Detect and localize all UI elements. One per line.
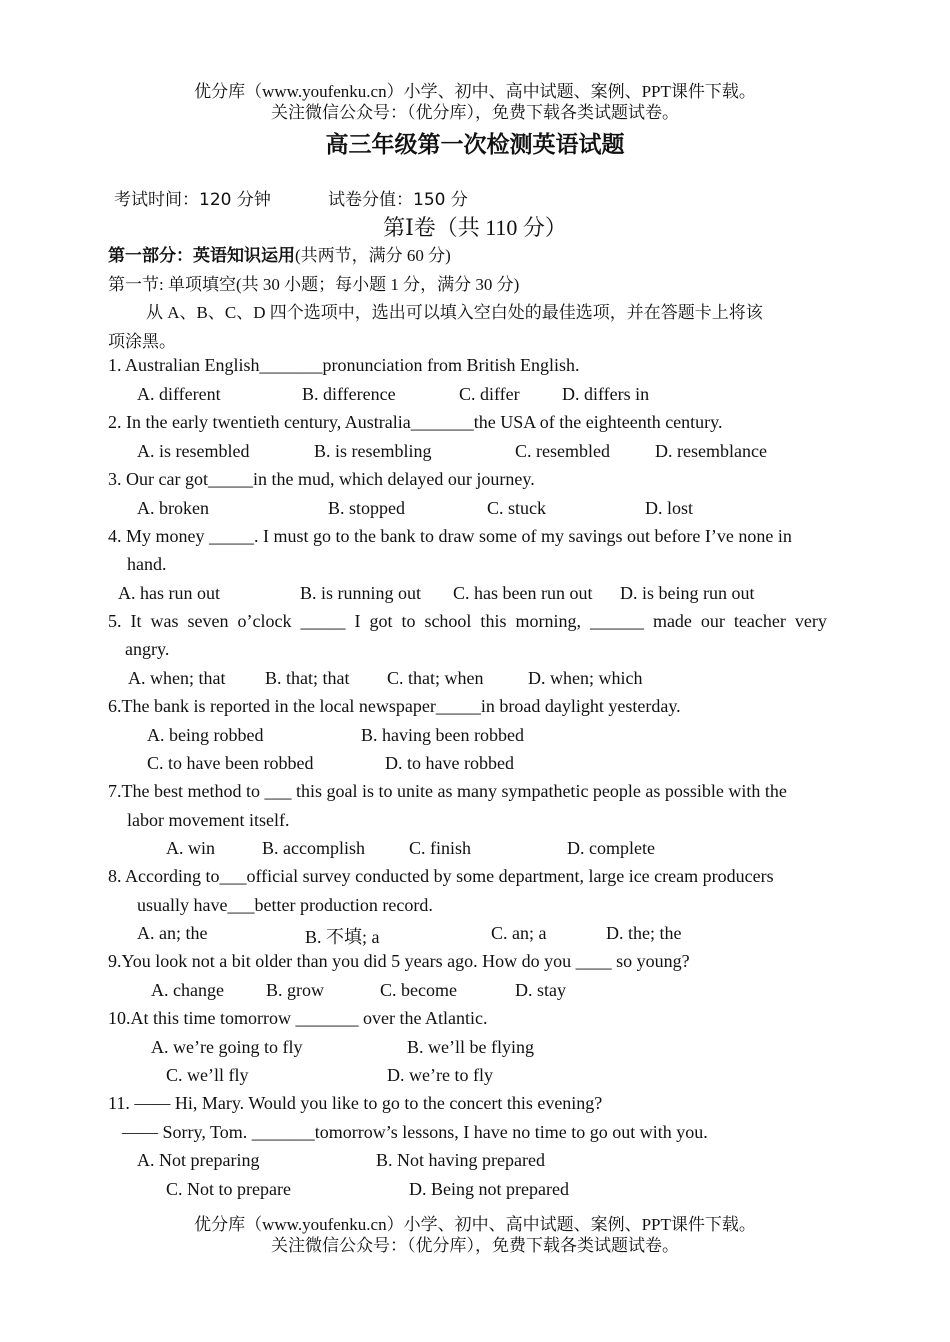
q2-option-b: B. is resembling xyxy=(314,441,432,461)
q11-option-d: D. Being not prepared xyxy=(409,1179,569,1199)
q11-option-a: A. Not preparing xyxy=(137,1150,260,1170)
section1-heading: 第一节: 单项填空(共 30 小题；每小题 1 分，满分 30 分) xyxy=(108,275,520,294)
q1-option-d: D. differs in xyxy=(562,384,650,404)
question-9-stem: 9.You look not a bit older than you did 5 years ago. How do you ____ so young? xyxy=(108,951,690,971)
part1-suffix: (共两节，满分 60 分) xyxy=(295,246,451,265)
q5-option-d: D. when; which xyxy=(528,668,643,688)
q7-option-a: A. win xyxy=(166,838,215,858)
volume-title: 第Ⅰ卷（共 110 分） xyxy=(383,215,567,240)
header-line-1: 优分库（www.youfenku.cn）小学、初中、高中试题、案例、PPT课件下载。 xyxy=(194,82,756,101)
part1-heading xyxy=(108,241,451,266)
q6-option-b: B. having been robbed xyxy=(361,725,524,745)
q1-option-c: C. differ xyxy=(459,384,520,404)
instruction-line-2: 项涂黑。 xyxy=(108,332,176,351)
q7-option-d: D. complete xyxy=(567,838,655,858)
q4-option-c: C. has been run out xyxy=(453,583,593,603)
q3-option-b: B. stopped xyxy=(328,498,406,518)
question-4-stem-cont: hand. xyxy=(127,554,167,574)
q8-option-d: D. the; the xyxy=(606,923,682,943)
question-3-stem: 3. Our car got_____in the mud, which delayed our journey. xyxy=(108,469,535,489)
question-11-stem: 11. —— Hi, Mary. Would you like to go to the concert this evening? xyxy=(108,1093,603,1113)
q6-option-c: C. to have been robbed xyxy=(147,753,314,773)
q8-option-b: B. 不填; a xyxy=(305,927,380,947)
q5-option-b: B. that; that xyxy=(265,668,350,688)
footer-line-1: 优分库（www.youfenku.cn）小学、初中、高中试题、案例、PPT课件下载。 xyxy=(194,1215,756,1234)
q3-option-d: D. lost xyxy=(645,498,694,518)
q7-option-b: B. accomplish xyxy=(262,838,365,858)
question-5-stem: 5. It was seven o’clock _____ I got to school this morning, ______ made our teacher very xyxy=(108,611,827,631)
q6-option-d: D. to have robbed xyxy=(385,753,514,773)
q4-option-a: A. has run out xyxy=(118,583,220,603)
question-8-stem-cont: usually have___better production record. xyxy=(137,895,433,915)
q8-option-a: A. an; the xyxy=(137,923,208,943)
question-7-stem: 7.The best method to ___ this goal is to unite as many sympathetic people as possible with the xyxy=(108,781,787,801)
q2-option-a: A. is resembled xyxy=(137,441,250,461)
question-10-stem: 10.At this time tomorrow _______ over the Atlantic. xyxy=(108,1008,488,1028)
exam-time: 考试时间：120 分钟 xyxy=(114,190,271,210)
question-4-stem: 4. My money _____. I must go to the bank to draw some of my savings out before I’ve none in xyxy=(108,526,792,546)
q11-option-b: B. Not having prepared xyxy=(376,1150,545,1170)
exam-score: 试卷分值：150 分 xyxy=(328,190,468,210)
q10-option-c: C. we’ll fly xyxy=(166,1065,249,1085)
q1-option-b: B. difference xyxy=(302,384,396,404)
header-line-2: 关注微信公众号：（优分库），免费下载各类试题试卷。 xyxy=(271,103,679,122)
q10-option-d: D. we’re to fly xyxy=(387,1065,493,1085)
q3-option-c: C. stuck xyxy=(487,498,547,518)
q5-option-c: C. that; when xyxy=(387,668,484,688)
q6-option-a: A. being robbed xyxy=(147,725,264,745)
q10-option-a: A. we’re going to fly xyxy=(151,1037,303,1057)
q4-option-b: B. is running out xyxy=(300,583,422,603)
question-6-stem: 6.The bank is reported in the local newspaper_____in broad daylight yesterday. xyxy=(108,696,681,716)
page-title: 高三年级第一次检测英语试题 xyxy=(325,132,625,158)
q8-option-c: C. an; a xyxy=(491,923,547,943)
q9-option-d: D. stay xyxy=(515,980,566,1000)
q2-option-c: C. resembled xyxy=(515,441,610,461)
q2-option-d: D. resemblance xyxy=(655,441,767,461)
question-5-stem-cont: angry. xyxy=(125,639,170,659)
question-8-stem: 8. According to___official survey conducted by some department, large ice cream producers xyxy=(108,866,774,886)
question-7-stem-cont: labor movement itself. xyxy=(127,810,290,830)
q9-option-c: C. become xyxy=(380,980,457,1000)
q11-option-c: C. Not to prepare xyxy=(166,1179,291,1199)
q7-option-c: C. finish xyxy=(409,838,472,858)
q9-option-b: B. grow xyxy=(266,980,324,1000)
question-2-stem: 2. In the early twentieth century, Australia_______the USA of the eighteenth century. xyxy=(108,412,723,432)
instruction-line-1: 从 A、B、C、D 四个选项中，选出可以填入空白处的最佳选项，并在答题卡上将该 xyxy=(146,303,763,322)
q1-option-a: A. different xyxy=(137,384,221,404)
q9-option-a: A. change xyxy=(151,980,224,1000)
q4-option-d: D. is being run out xyxy=(620,583,755,603)
question-11-stem-cont: —— Sorry, Tom. _______tomorrow’s lessons, I have no time to go out with you. xyxy=(122,1122,708,1142)
q3-option-a: A. broken xyxy=(137,498,209,518)
q10-option-b: B. we’ll be flying xyxy=(407,1037,534,1057)
q5-option-a: A. when; that xyxy=(128,668,226,688)
footer-line-2: 关注微信公众号：（优分库），免费下载各类试题试卷。 xyxy=(271,1236,679,1255)
question-1-stem: 1. Australian English_______pronunciation from British English. xyxy=(108,355,580,375)
part1-prefix: 第一部分：英语知识运用 xyxy=(108,246,295,266)
